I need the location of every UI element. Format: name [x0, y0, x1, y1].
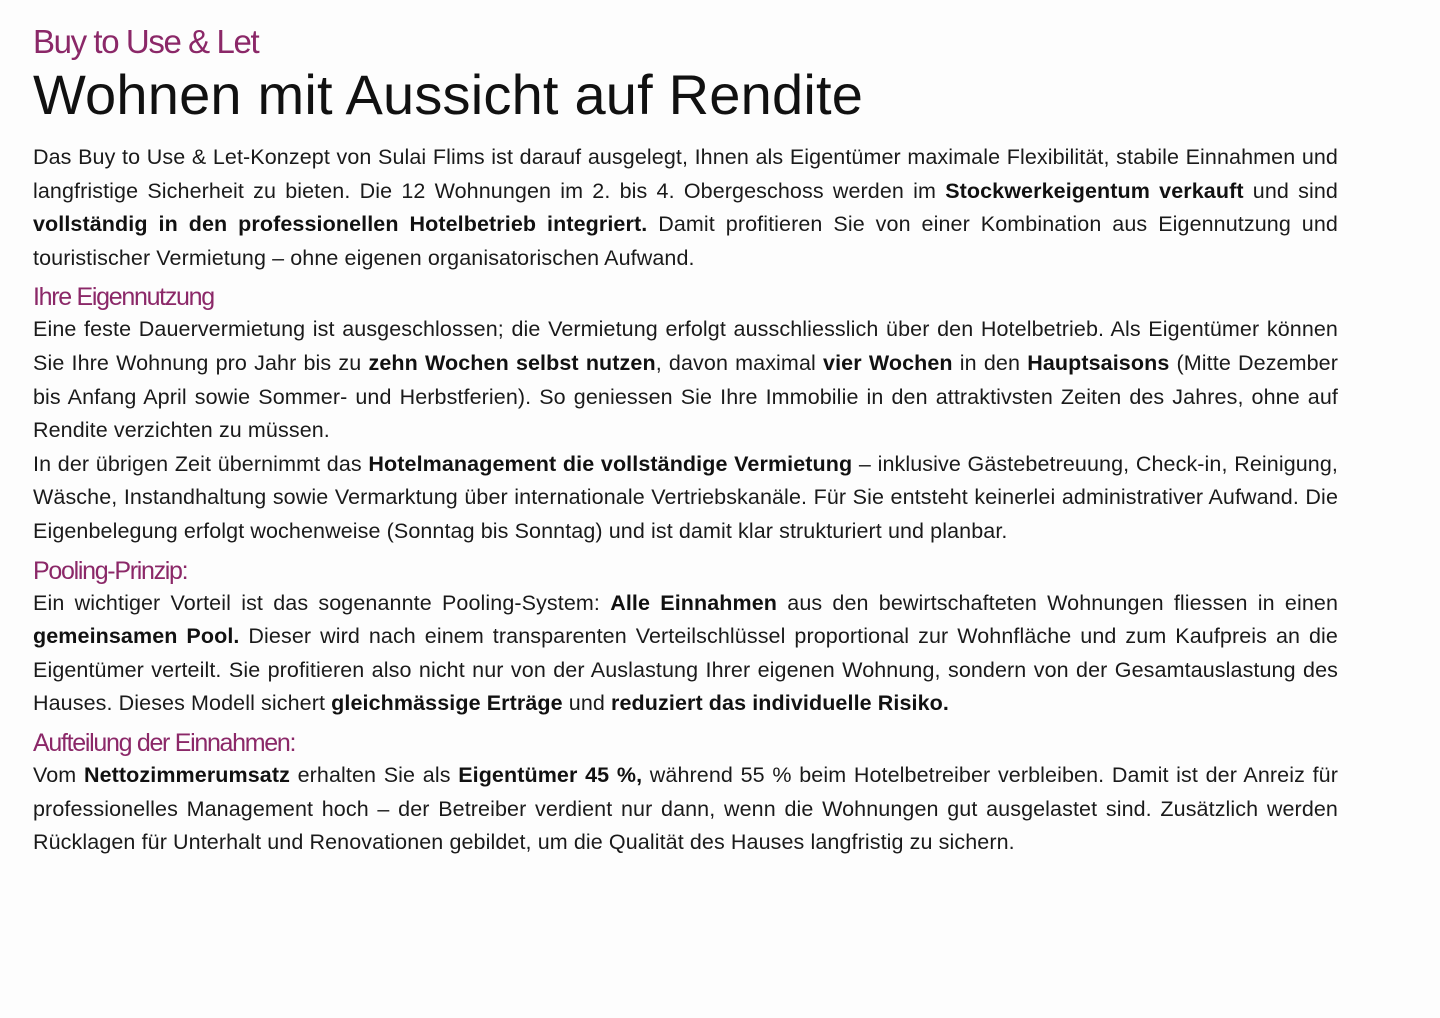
kicker-heading: Buy to Use & Let — [33, 23, 259, 60]
pooling-paragraph: Ein wichtiger Vorteil ist das sogenannte Pooling-System: Alle Einnahmen aus den bewirtschafteten Wohnungen fliessen in einen gemeinsamen Pool. Dieser wird nach einem transparenten Verteilschlüssel proportional zur Wohnfläche und zum Kaufpreis an die Eigentümer verteilt. Sie profitieren also nicht nur von der Auslastung Ihrer eigenen Wohnung, sondern von der Gesamtauslastung des Hauses. Dieses Modell sichert gleichmässige Erträge und reduziert das individuelle Risiko. — [33, 590, 1339, 716]
emphasis-text: gemeinsamen Pool. — [33, 624, 240, 649]
section-heading: Pooling-Prinzip: — [33, 556, 188, 585]
emphasis-text: Alle Einnahmen — [610, 590, 778, 615]
page-title: Wohnen mit Aussicht auf Rendite — [33, 63, 864, 126]
eigennutzung-paragraph-2: In der übrigen Zeit übernimmt das Hotelmanagement die vollständige Vermietung – inklusive Gästebetreuung, Check-in, Reinigung, Wäsche, Instandhaltung sowie Vermarktung über internationale Vertriebskanäle. Für Sie entsteht keinerlei administrativer Aufwand. Die Eigenbelegung erfolgt wochenweise (Sonntag bis Sonntag) und ist damit klar strukturiert und planbar. — [33, 451, 1338, 543]
emphasis-text: Stockwerkeigentum verkauft — [945, 178, 1244, 203]
emphasis-text: Nettozimmerumsatz — [83, 762, 290, 787]
section-eigennutzung — [33, 281, 1338, 548]
emphasis-text: gleichmässige Erträge — [331, 691, 563, 716]
emphasis-text: Hotelmanagement die vollständige Vermietung — [368, 451, 853, 476]
aufteilung-paragraph: Vom Nettozimmerumsatz erhalten Sie als Eigentümer 45 %, während 55 % beim Hotelbetreiber verbleiben. Damit ist der Anreiz für professionelles Management hoch – der Betreiber verdient nur dann, wenn die Wohnungen gut ausgelastet sind. Zusätzlich werden Rücklagen für Unterhalt und Renovationen gebildet, um die Qualität des Hauses langfristig zu sichern. — [33, 762, 1338, 855]
section-aufteilung — [33, 727, 1338, 860]
emphasis-text: vier Wochen — [823, 350, 953, 375]
intro-paragraph: Das Buy to Use & Let-Konzept von Sulai Flims ist darauf ausgelegt, Ihnen als Eigentümer maximale Flexibilität, stabile Einnahmen und langfristige Sicherheit zu bieten. Die 12 Wohnungen im 2. bis 4. Obergeschoss werden im Stockwerkeigentum verkauft und sind vollständig in den professionellen Hotelbetrieb integriert. Damit profitieren Sie von einer Kombination aus Eigennutzung und touristischer Vermietung – ohne eigenen organisatorischen Aufwand. — [33, 145, 1338, 270]
emphasis-text: Eigentümer 45 %, — [458, 762, 643, 787]
section-pooling — [33, 555, 1338, 721]
emphasis-text: vollständig in den professionellen Hotelbetrieb integriert. — [33, 212, 648, 237]
emphasis-text: Hauptsaisons — [1027, 350, 1170, 375]
emphasis-text: reduziert das individuelle Risiko. — [611, 691, 949, 716]
eigennutzung-paragraph-1: Eine feste Dauervermietung ist ausgeschlossen; die Vermietung erfolgt ausschliesslich über den Hotelbetrieb. Als Eigentümer können Sie Ihre Wohnung pro Jahr bis zu zehn Wochen selbst nutzen, davon maximal vier Wochen in den Hauptsaisons (Mitte Dezember bis Anfang April sowie Sommer- und Herbstferien). So geniessen Sie Ihre Immobilie in den attraktivsten Zeiten des Jahres, ohne auf Rendite verzichten zu müssen. — [33, 317, 1339, 443]
section-heading: Ihre Eigennutzung — [33, 283, 214, 312]
section-heading: Aufteilung der Einnahmen: — [33, 728, 296, 757]
emphasis-text: zehn Wochen selbst nutzen — [368, 350, 656, 375]
